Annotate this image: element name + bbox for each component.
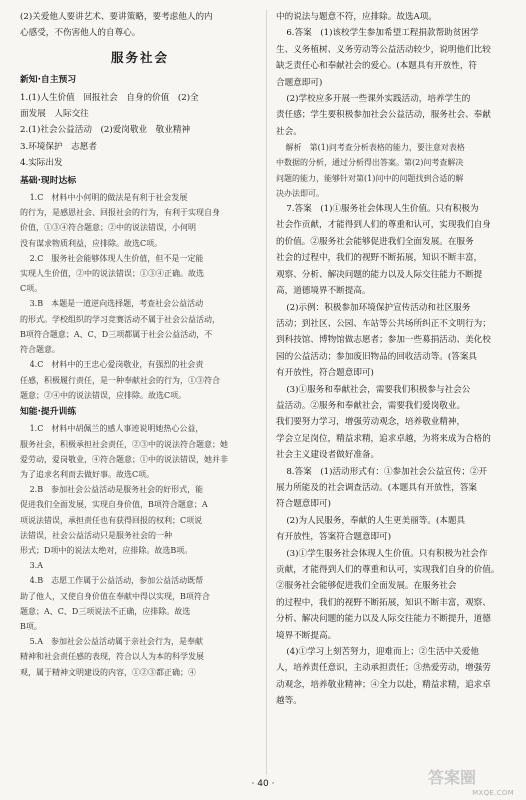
answer-line: 合题意即可): [276, 77, 323, 88]
answer-line: 没有谋求物质利益，应排除。故选C项。: [20, 238, 163, 248]
answer-line: 的形式。学校组织的学习竞赛活动不属于社会公益活动，: [20, 314, 220, 324]
answer-line: 2.B 参加社会公益活动是服务社会的好形式，能: [29, 485, 204, 495]
answer-line: 人，培养责任意识，主动承担责任；③热爱劳动，增强劳: [276, 663, 491, 674]
left-column: [20, 10, 260, 681]
answer-line: 符合题意。: [20, 345, 60, 355]
answer-line: (3)①服务和奉献社会，需要我们积极参与社会公: [286, 384, 471, 395]
answer-line: 4.C 材料中的王忠心爱岗敬业，有强烈的社会责: [29, 360, 204, 370]
answer-line: 活动；到社区、公园、车站等公共场所纠正不文明行为；: [276, 318, 491, 329]
intro-line: 心感受，不伤害他人的自尊心。: [20, 28, 141, 39]
answer-line: 3.A: [29, 561, 44, 571]
answer-line: (2)示例：积极参加环境保护宣传活动和社区服务: [286, 302, 471, 313]
analysis-line: 中数据的分析，通过分析得出答案。第(2)问考查解决: [276, 158, 464, 168]
answer-line: 展力所能及的社会调查活动。(本题具有开放性，答案: [276, 482, 478, 493]
answer-line: 中的说法与题意不符，应排除。故选A项。: [276, 12, 437, 22]
answer-line: 社会。: [276, 126, 302, 137]
answer-line: 促进我们全面发展，实现自身价值，B项符合题意；A: [20, 500, 208, 510]
answer-line: 为了追求名利而去做好事。故选C项。: [20, 469, 155, 479]
answer-line: 7.答案 (1)①服务社会体现人生价值。只有积极为: [286, 204, 479, 215]
answer-line: 题意；②④中的说法错误，应排除。故选C项。: [20, 390, 187, 400]
answer-line: 学会立足岗位，精益求精，追求卓越，为将来成为合格的: [276, 433, 491, 444]
answer-line: 益活动。②服务和奉献社会，需要我们爱岗敬业。: [276, 400, 466, 411]
answer-line: 8.答案 (1)活动形式有：①参加社会公益宣传；②开: [286, 466, 488, 477]
answer-line: 1.C 材料中胡佩兰的感人事迹说明她热心公益，: [29, 424, 204, 434]
analysis-line: 问题的能力，能够针对第(1)问中的问题找到合适的解: [276, 173, 464, 183]
answer-line: 实现人生价值，②中的说法错误；①③④正确。故选: [20, 269, 204, 279]
preview-item: 面发展 人际交往: [20, 109, 89, 120]
answer-line: 责任感；学生要积极参加社会公益活动，服务社会、奉献: [276, 110, 491, 121]
answer-line: 的过程中，我们的视野不断拓展，知识不断丰富，观察、: [276, 597, 491, 608]
answer-line: C项。: [20, 284, 43, 294]
answer-line: 有开放性，答案符合题意即可): [276, 532, 392, 543]
preview-item: 2.(1)社会公益活动 (2)爱岗敬业 敬业精神: [20, 125, 191, 136]
answer-line: 题意；A、C、D三项说法不正确，应排除。故选: [20, 606, 191, 616]
answer-line: 缺乏责任心和奉献社会的爱心。(本题具有开放性，符: [276, 61, 478, 72]
answer-line: 境界不断提高。: [276, 630, 337, 641]
answer-line: (2)学校应多开展一些课外实践活动，培养学生的: [286, 94, 471, 105]
answer-line: 越等。: [276, 696, 302, 707]
preview-header: 新知·自主预习: [20, 75, 77, 86]
answer-line: 观察、分析、解决问题的能力以及人际交往能力不断提: [276, 269, 483, 280]
intro-line: (2)关爱他人要讲艺术、要讲策略，要考虑他人的内: [20, 12, 213, 22]
answer-line: 3.B 本题是一道逆向选择题，考查社会公益活动: [29, 299, 204, 309]
page-title: 服务社会: [110, 49, 169, 65]
answer-line: 精神和社会责任感的表现，符合以人为本的科学发展: [20, 652, 204, 662]
answer-line: (2)为人民服务，奉献的人生更美丽等。(本题具: [286, 515, 466, 526]
analysis-line: 决办法即可。: [276, 188, 324, 198]
analysis-line: 解析 第(1)问考查分析表格的能力，要注意对表格: [285, 143, 465, 153]
answer-line: 分析、解决问题的能力以及人际交往能力不断提升，道德: [276, 614, 491, 625]
answer-line: 2.C 服务社会能够体现人生价值，但不是一定能: [29, 253, 204, 263]
page-number: · 40 ·: [251, 779, 275, 789]
preview-item: 4.实际出发: [20, 158, 63, 169]
answer-line: 贡献，才能得到人们的尊重和认可，实现我们自身的价值。: [276, 565, 500, 575]
answer-line: 形式；D项中的说法太绝对，应排除。故选B项。: [20, 545, 193, 555]
answer-line: 到科技馆、博物馆做志愿者；参加一些募捐活动、美化校: [276, 335, 491, 346]
answer-line: 社会作贡献，才能得到人们的尊重和认可，实现我们自身: [276, 220, 491, 231]
answer-line: 我们要努力学习，增强劳动观念，培养敬业精神，: [276, 417, 466, 428]
answer-line: ②服务社会能够促进我们全面发展。在服务社会: [276, 581, 457, 592]
column-divider: [266, 10, 267, 775]
preview-item: 1.(1)人生价值 回报社会 自身的价值 (2)全: [20, 92, 199, 103]
answer-line: (3)①学生服务社会体现人生价值。只有积极为社会作: [286, 548, 488, 559]
answer-line: 社会的过程中，我们的视野不断拓展，知识不断丰富，: [276, 253, 483, 264]
basic-answers: [20, 191, 260, 403]
answer-line: 服务社会，积极承担社会责任，②③中的说法符合题意；她: [20, 439, 228, 449]
watermark-logo-text: 答案圈: [428, 768, 477, 787]
answer-line: 符合题意即可): [276, 499, 331, 510]
answer-line: 有开放性，符合题意即可): [276, 368, 374, 379]
answer-line: 6.答案 (1)该校学生参加希望工程捐款帮助贫困学: [286, 28, 479, 39]
answer-line: 爱劳动，爱岗敬业，④符合题意；①中的说法错误，她并非: [20, 454, 228, 464]
answer-line: 社会主义建设者做好准备。: [276, 450, 380, 461]
answer-line: (4)①学习上刻苦努力，迎难而上；②生活中关爱他: [286, 647, 479, 658]
answer-line: 1.C 材料中小何明的做法是有利于社会发展: [29, 193, 188, 203]
answer-line: 园的公益活动；参加废旧物品的回收活动等。(答案具: [276, 351, 478, 362]
answer-line: 助了他人，又使自身价值在奉献中得以实现，B项符合: [20, 591, 210, 601]
answer-line: 动观念，培养敬业精神；④全力以赴，精益求精，追求卓: [276, 679, 491, 690]
answer-line: 的价值。②服务社会能够促进我们全面发展。在服务: [276, 236, 474, 247]
answer-line: B项。: [20, 621, 42, 631]
answer-line: 项说法错误，承担责任也有获得回报的权利；C项说: [20, 515, 203, 525]
answer-line: 生、义务植树、义务劳动等公益活动较少，说明他们比较: [276, 44, 491, 55]
advanced-header: 知能·提升训练: [20, 406, 77, 417]
answer-line: B项符合题意；A、C、D三项都属于社会公益活动，不: [20, 329, 213, 339]
right-column: [276, 10, 512, 711]
answer-line: 5.A 参加社会公益活动属于亲社会行为，是奉献: [29, 637, 204, 647]
analysis-block: [276, 141, 512, 201]
answer-line: 观，属于精神文明建设的内容，①②③都正确；④: [20, 667, 196, 677]
answer-line: 高，道德境界不断提高。: [276, 286, 371, 297]
answer-line: 法错误，社会公益活动只是服务社会的一种: [20, 530, 172, 540]
answer-line: 4.B 志愿工作属于公益活动，参加公益活动既帮: [29, 576, 204, 586]
answer-line: 价值，①③④符合题意；②中的说法错误，小何明: [20, 223, 196, 233]
basic-header: 基础·现时达标: [20, 175, 77, 186]
answer-line: 任感，积极履行责任，是一种奉献社会的行为，①③符合: [20, 375, 220, 385]
watermark-url: MXQE.COM: [472, 789, 514, 797]
answer-line: 的行为，是感恩社会、回报社会的行为，有利于实现自身: [20, 208, 220, 218]
advanced-answers: [20, 422, 260, 679]
preview-item: 3.环境保护 志愿者: [20, 141, 97, 152]
